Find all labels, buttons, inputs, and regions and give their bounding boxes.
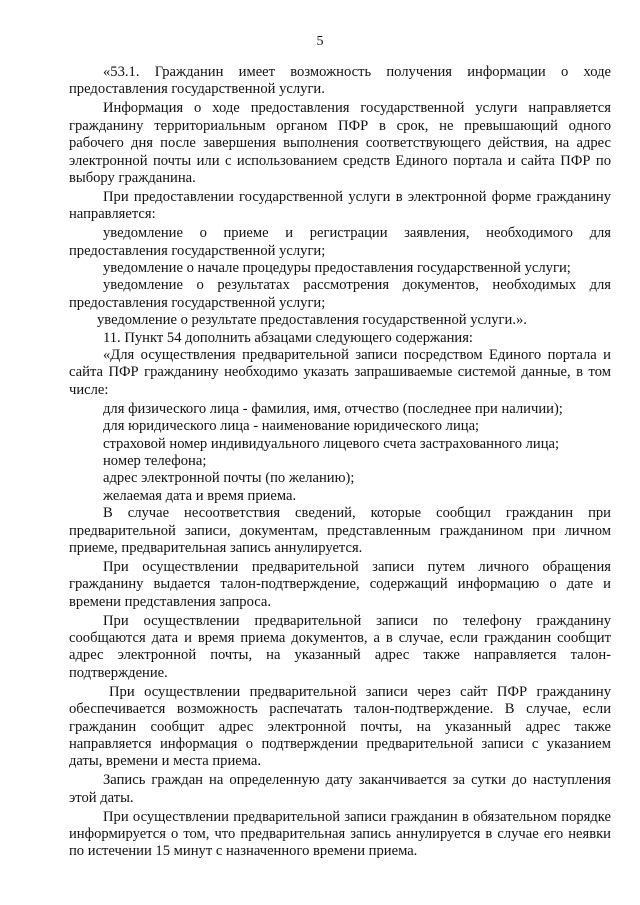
paragraph-personal-visit: При осуществлении предварительной записи путем личного обращения гражданину выдается талон-подтверждение, содержащий информацию о дате и времени представления запроса. [69,558,611,610]
list-item: адрес электронной почты (по желанию); [103,470,355,487]
list-item: желаемая дата и время приема. [103,487,297,504]
list-item: уведомление о начале процедуры предоставления государственной услуги; [103,259,571,276]
paragraph-info-direction: Информация о ходе предоставления государственной услуги направляется гражданину территориальным органом ПФР в срок, не превышающий одного рабочего дня после завершения выполнения соответствующего действия, на адрес электронной почты или с использованием средств Единого портала и сайта ПФР по выбору гражданина. [69,100,611,186]
paragraph-website: При осуществлении предварительной записи через сайт ПФР гражданину обеспечивается возможность распечатать талон-подтверждение. В случае, если гражданин сообщит адрес электронной почты, на указанный адрес также направляется информация о подтверждении предварительной записи с указанием даты, времени и места приема. [69,683,611,770]
page-number: 5 [316,34,324,49]
paragraph-53-1: «53.1. Гражданин имеет возможность получения информации о ходе предоставления государственной услуги. [69,64,611,98]
paragraph-mismatch: В случае несоответствия сведений, которые сообщил гражданин при предварительной записи, документам, представленным гражданином при личном приеме, предварительная запись аннулируется. [69,505,611,556]
document-body [69,64,611,862]
list-item: для юридического лица - наименование юридического лица; [103,418,480,435]
list-item: уведомление о результатах рассмотрения документов, необходимых для предоставления государственной услуги; [69,277,611,311]
paragraph-cancellation: При осуществлении предварительной записи гражданин в обязательном порядке информируется о том, что предварительная запись аннулируется в случае его неявки по истечении 15 минут с назначенного времени приема. [69,808,611,860]
paragraph-pre-registration: «Для осуществления предварительной записи посредством Единого портала и сайта ПФР гражданину необходимо указать запрашиваемые системой данные, в том числе: [69,347,611,398]
list-item: для физического лица - фамилия, имя, отчество (последнее при наличии); [103,400,563,417]
list-item: страховой номер индивидуального лицевого счета застрахованного лица; [103,435,560,452]
list-item: уведомление о приеме и регистрации заявления, необходимого для предоставления государственной услуги; [69,225,611,259]
paragraph-point-11: 11. Пункт 54 дополнить абзацами следующего содержания: [103,329,473,346]
list-item: номер телефона; [103,452,207,469]
paragraph-electronic-form: При предоставлении государственной услуги в электронной форме гражданину направляется: [69,188,611,223]
paragraph-phone: При осуществлении предварительной записи по телефону гражданину сообщаются дата и время приема документов, а в случае, если гражданин сообщит адрес электронной почты, на указанный адрес также направляется талон-подтверждение. [69,612,611,681]
paragraph-deadline: Запись граждан на определенную дату заканчивается за сутки до наступления этой даты. [69,772,611,806]
list-item: уведомление о результате предоставления государственной услуги.». [97,312,527,329]
